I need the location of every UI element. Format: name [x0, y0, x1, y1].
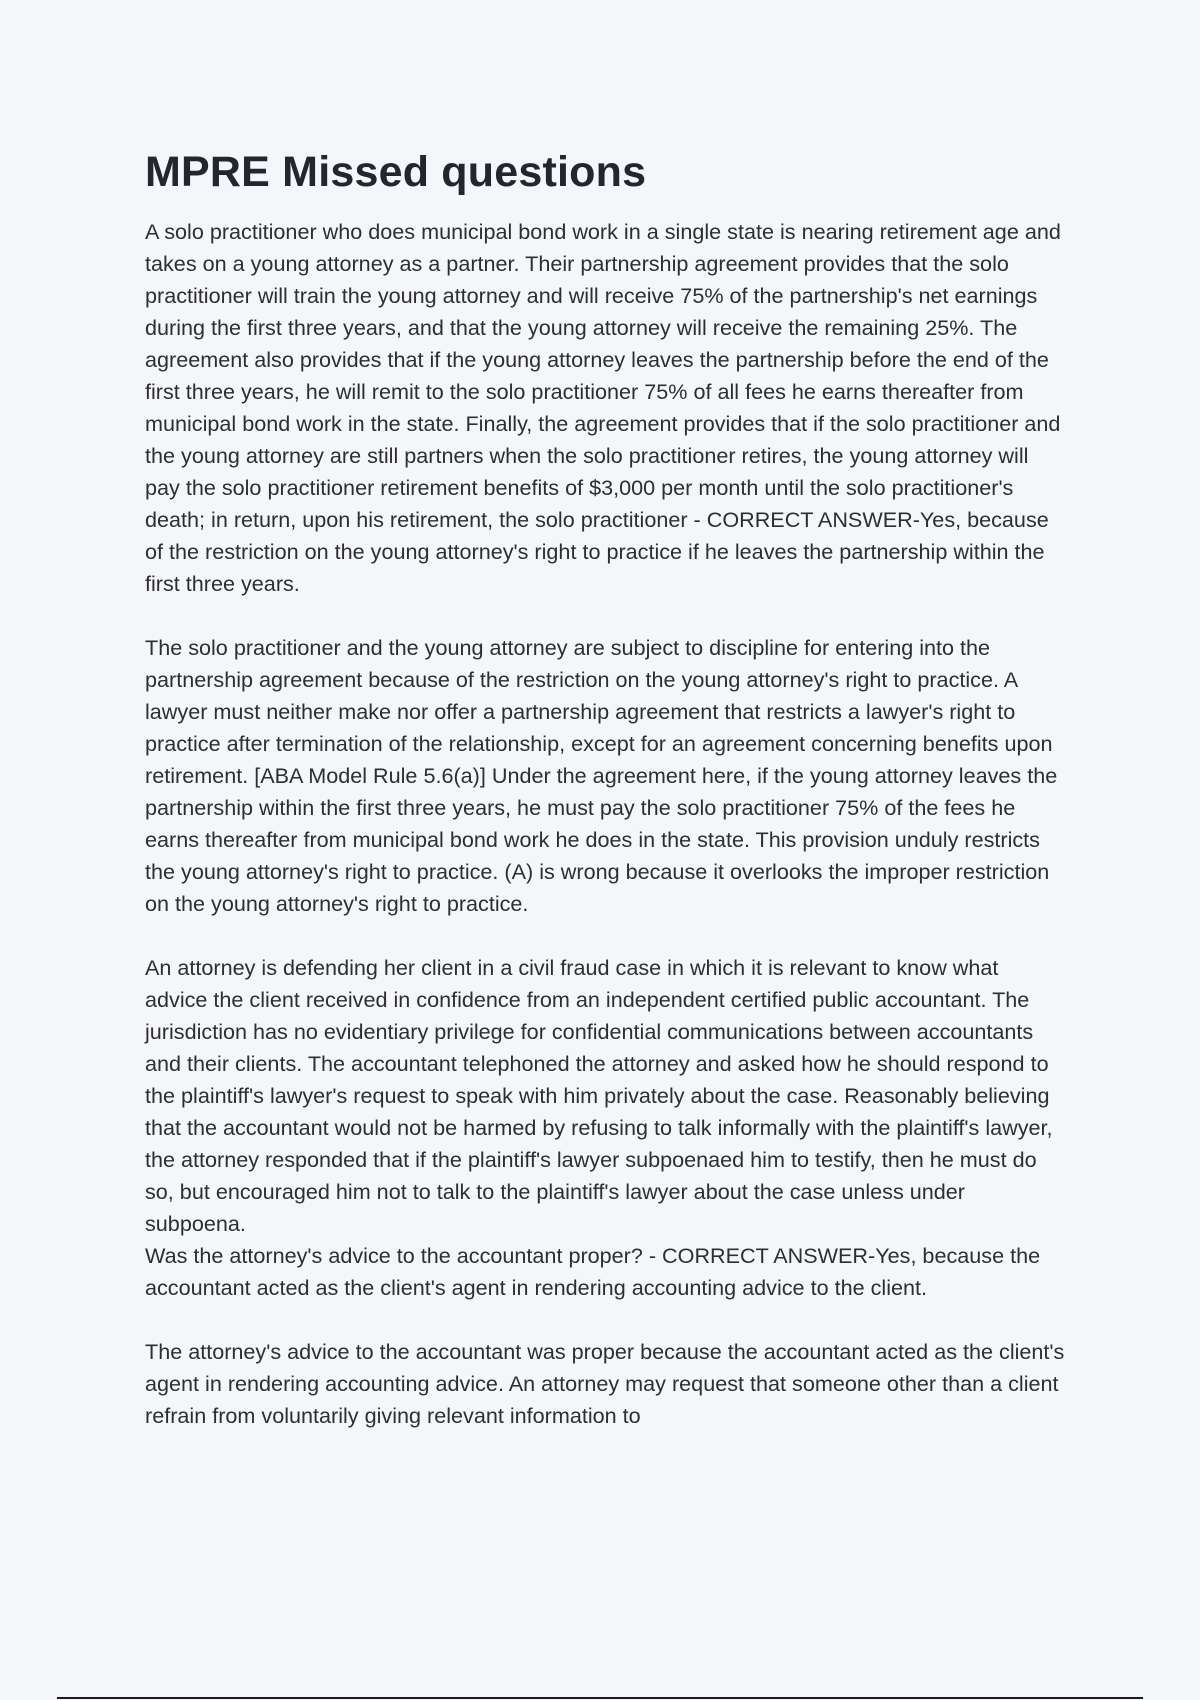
- page-title: MPRE Missed questions: [145, 148, 647, 196]
- paragraph-explanation-1: The solo practitioner and the young attorney are subject to discipline for entering into the partnership agreement because of the restriction on the young attorney's right to practice. A lawyer must neither make nor offer a partnership agreement that restricts a lawyer's right to practice after termination of the relationship, except for an agreement concerning benefits upon retirement. [ABA Model Rule 5.6(a)] Under the agreement here, if the young attorney leaves the partnership within the first three years, he must pay the solo practitioner 75% of the fees he earns thereafter from municipal bond work he does in the state. This provision unduly restricts the young attorney's right to practice. (A) is wrong because it overlooks the improper restriction on the young attorney's right to practice.: [145, 635, 1058, 916]
- paragraph-question-1: A solo practitioner who does municipal bond work in a single state is nearing retirement age and takes on a young attorney as a partner. Their partnership agreement provides that the solo practitioner will train the young attorney and will receive 75% of the partnership's net earnings during the first three years, and that the young attorney will receive the remaining 25%. The agreement also provides that if the young attorney leaves the partnership before the end of the first three years, he will remit to the solo practitioner 75% of all fees he earns thereafter from municipal bond work in the state. Finally, the agreement provides that if the solo practitioner and the young attorney are still partners when the solo practitioner retires, the young attorney will pay the solo practitioner retirement benefits of $3,000 per month until the solo practitioner's death; in return, upon his retirement, the solo practitioner - CORRECT ANSWER-Yes, because of the restriction on the young attorney's right to practice if he leaves the partnership within the first three years.: [145, 219, 1061, 596]
- paragraph-explanation-2: The attorney's advice to the accountant was proper because the accountant acted as the client's agent in rendering accounting advice. An attorney may request that someone other than a client refrain from voluntarily giving relevant information to: [145, 1339, 1065, 1428]
- paragraph-spacer: [145, 600, 1065, 632]
- paragraph-spacer: [145, 920, 1065, 952]
- paragraph-question-2: An attorney is defending her client in a civil fraud case in which it is relevant to know what advice the client received in confidence from an independent certified public accountant. The jurisdiction has no evidentiary privilege for confidential communications between accountants and their clients. The accountant telephoned the attorney and asked how he should respond to the plaintiff's lawyer's request to speak with him privately about the case. Reasonably believing that the accountant would not be harmed by refusing to talk informally with the plaintiff's lawyer, the attorney responded that if the plaintiff's lawyer subpoenaed him to testify, then he must do so, but encouraged him not to talk to the plaintiff's lawyer about the case unless under subpoena.: [145, 955, 1053, 1236]
- document-content: [145, 142, 1065, 1432]
- page-bottom-divider: [57, 1697, 1143, 1699]
- paragraph-spacer: [145, 1304, 1065, 1336]
- paragraph-answer-2: Was the attorney's advice to the accountant proper? - CORRECT ANSWER-Yes, because the accountant acted as the client's agent in rendering accounting advice to the client.: [145, 1243, 1041, 1300]
